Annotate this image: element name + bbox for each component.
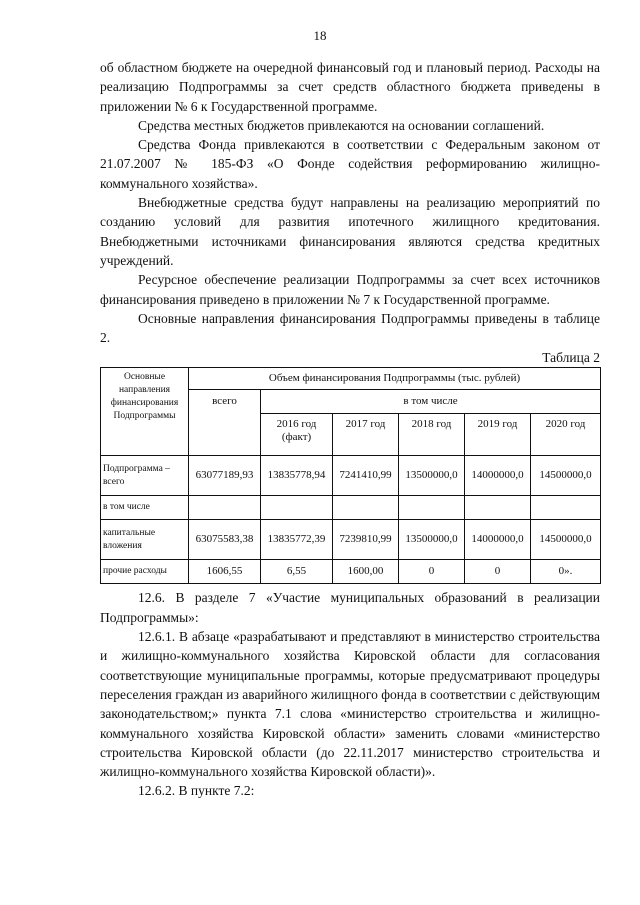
year-header: 2019 год [465,414,531,456]
paragraph: 12.6.2. В пункте 7.2: [138,783,255,799]
financing-table [100,367,601,584]
cell: 7239810,99 [333,520,399,560]
col-direction-header: Основные направления финансирования Подпрограммы [101,368,189,456]
paragraph: об областном бюджете на очередной финансовый год и плановый период. Расходы на реализацию Подпрограммы за счет средств областного бюджета приведены в приложении № 6 к Государственной программе. [100,60,600,114]
cell: 1606,55 [189,560,261,584]
col-total-header: всего [189,390,261,456]
cell [531,496,601,520]
cell: 6,55 [261,560,333,584]
cell: 14500000,0 [531,520,601,560]
row-label: капитальные вложения [101,520,189,560]
table-row [101,456,601,496]
cell: 14500000,0 [531,456,601,496]
cell: 0 [399,560,465,584]
year-header: 2020 год [531,414,601,456]
paragraph: 12.6. В разделе 7 «Участие муниципальных образований в реализации Подпрограммы»: [100,590,600,625]
cell: 14000000,0 [465,520,531,560]
paragraph: 12.6.1. В абзаце «разрабатывают и представляют в министерство строительства и жилищно-коммунального хозяйства Кировской области для согласования соответствующие муниципальные программы, которые предусматривают процедуры переселения граждан из аварийного жилищного фонда в соответствии с действующим законодательством;» пункта 7.1 слова «министерство строительства и жилищно-коммунального хозяйства Кировской области» заменить словами «министерство строительства Кировской области (до 22.11.2017 министерство строительства и жилищно-коммунального хозяйства Кировской области)». [100,629,600,780]
row-label: Подпрограмма – всего [101,456,189,496]
cell: 0». [531,560,601,584]
cell: 13500000,0 [399,520,465,560]
paragraph: Ресурсное обеспечение реализации Подпрограммы за счет всех источников финансирования приведено в приложении № 7 к Государственной программе. [100,272,600,307]
table-row [101,520,601,560]
cell: 0 [465,560,531,584]
page-number: 18 [313,28,327,43]
cell: 13835778,94 [261,456,333,496]
cell [465,496,531,520]
cell: 63075583,38 [189,520,261,560]
paragraph: Средства Фонда привлекаются в соответствии с Федеральным законом от 21.07.2007 № 185-ФЗ «О Фонде содействия реформированию жилищно-коммунального хозяйства». [100,137,600,191]
cell [399,496,465,520]
paragraph: Основные направления финансирования Подпрограммы приведены в таблице 2. [100,310,600,346]
cell: 13500000,0 [399,456,465,496]
cell [189,496,261,520]
paragraph: Средства местных бюджетов привлекаются на основании соглашений. [138,117,545,133]
row-label: в том числе [101,496,189,520]
cell: 13835772,39 [261,520,333,560]
cell: 1600,00 [333,560,399,584]
col-volume-header: Объем финансирования Подпрограммы (тыс. рублей) [189,368,601,390]
year-header: 2016 год (факт) [261,414,333,456]
year-header: 2018 год [399,414,465,456]
cell: 14000000,0 [465,456,531,496]
cell [261,496,333,520]
table-row [101,560,601,584]
row-label: прочие расходы [101,560,189,584]
year-header: 2017 год [333,414,399,456]
cell: 7241410,99 [333,456,399,496]
cell: 63077189,93 [189,456,261,496]
cell [333,496,399,520]
table-row [101,496,601,520]
paragraph: Внебюджетные средства будут направлены на реализацию мероприятий по созданию условий для развития ипотечного жилищного кредитования. Внебюджетными источниками финансирования являются средства кредитных учреждений. [100,195,600,268]
document-body [100,58,600,801]
col-including-header: в том числе [261,390,601,414]
table-caption: Таблица 2 [542,350,600,366]
